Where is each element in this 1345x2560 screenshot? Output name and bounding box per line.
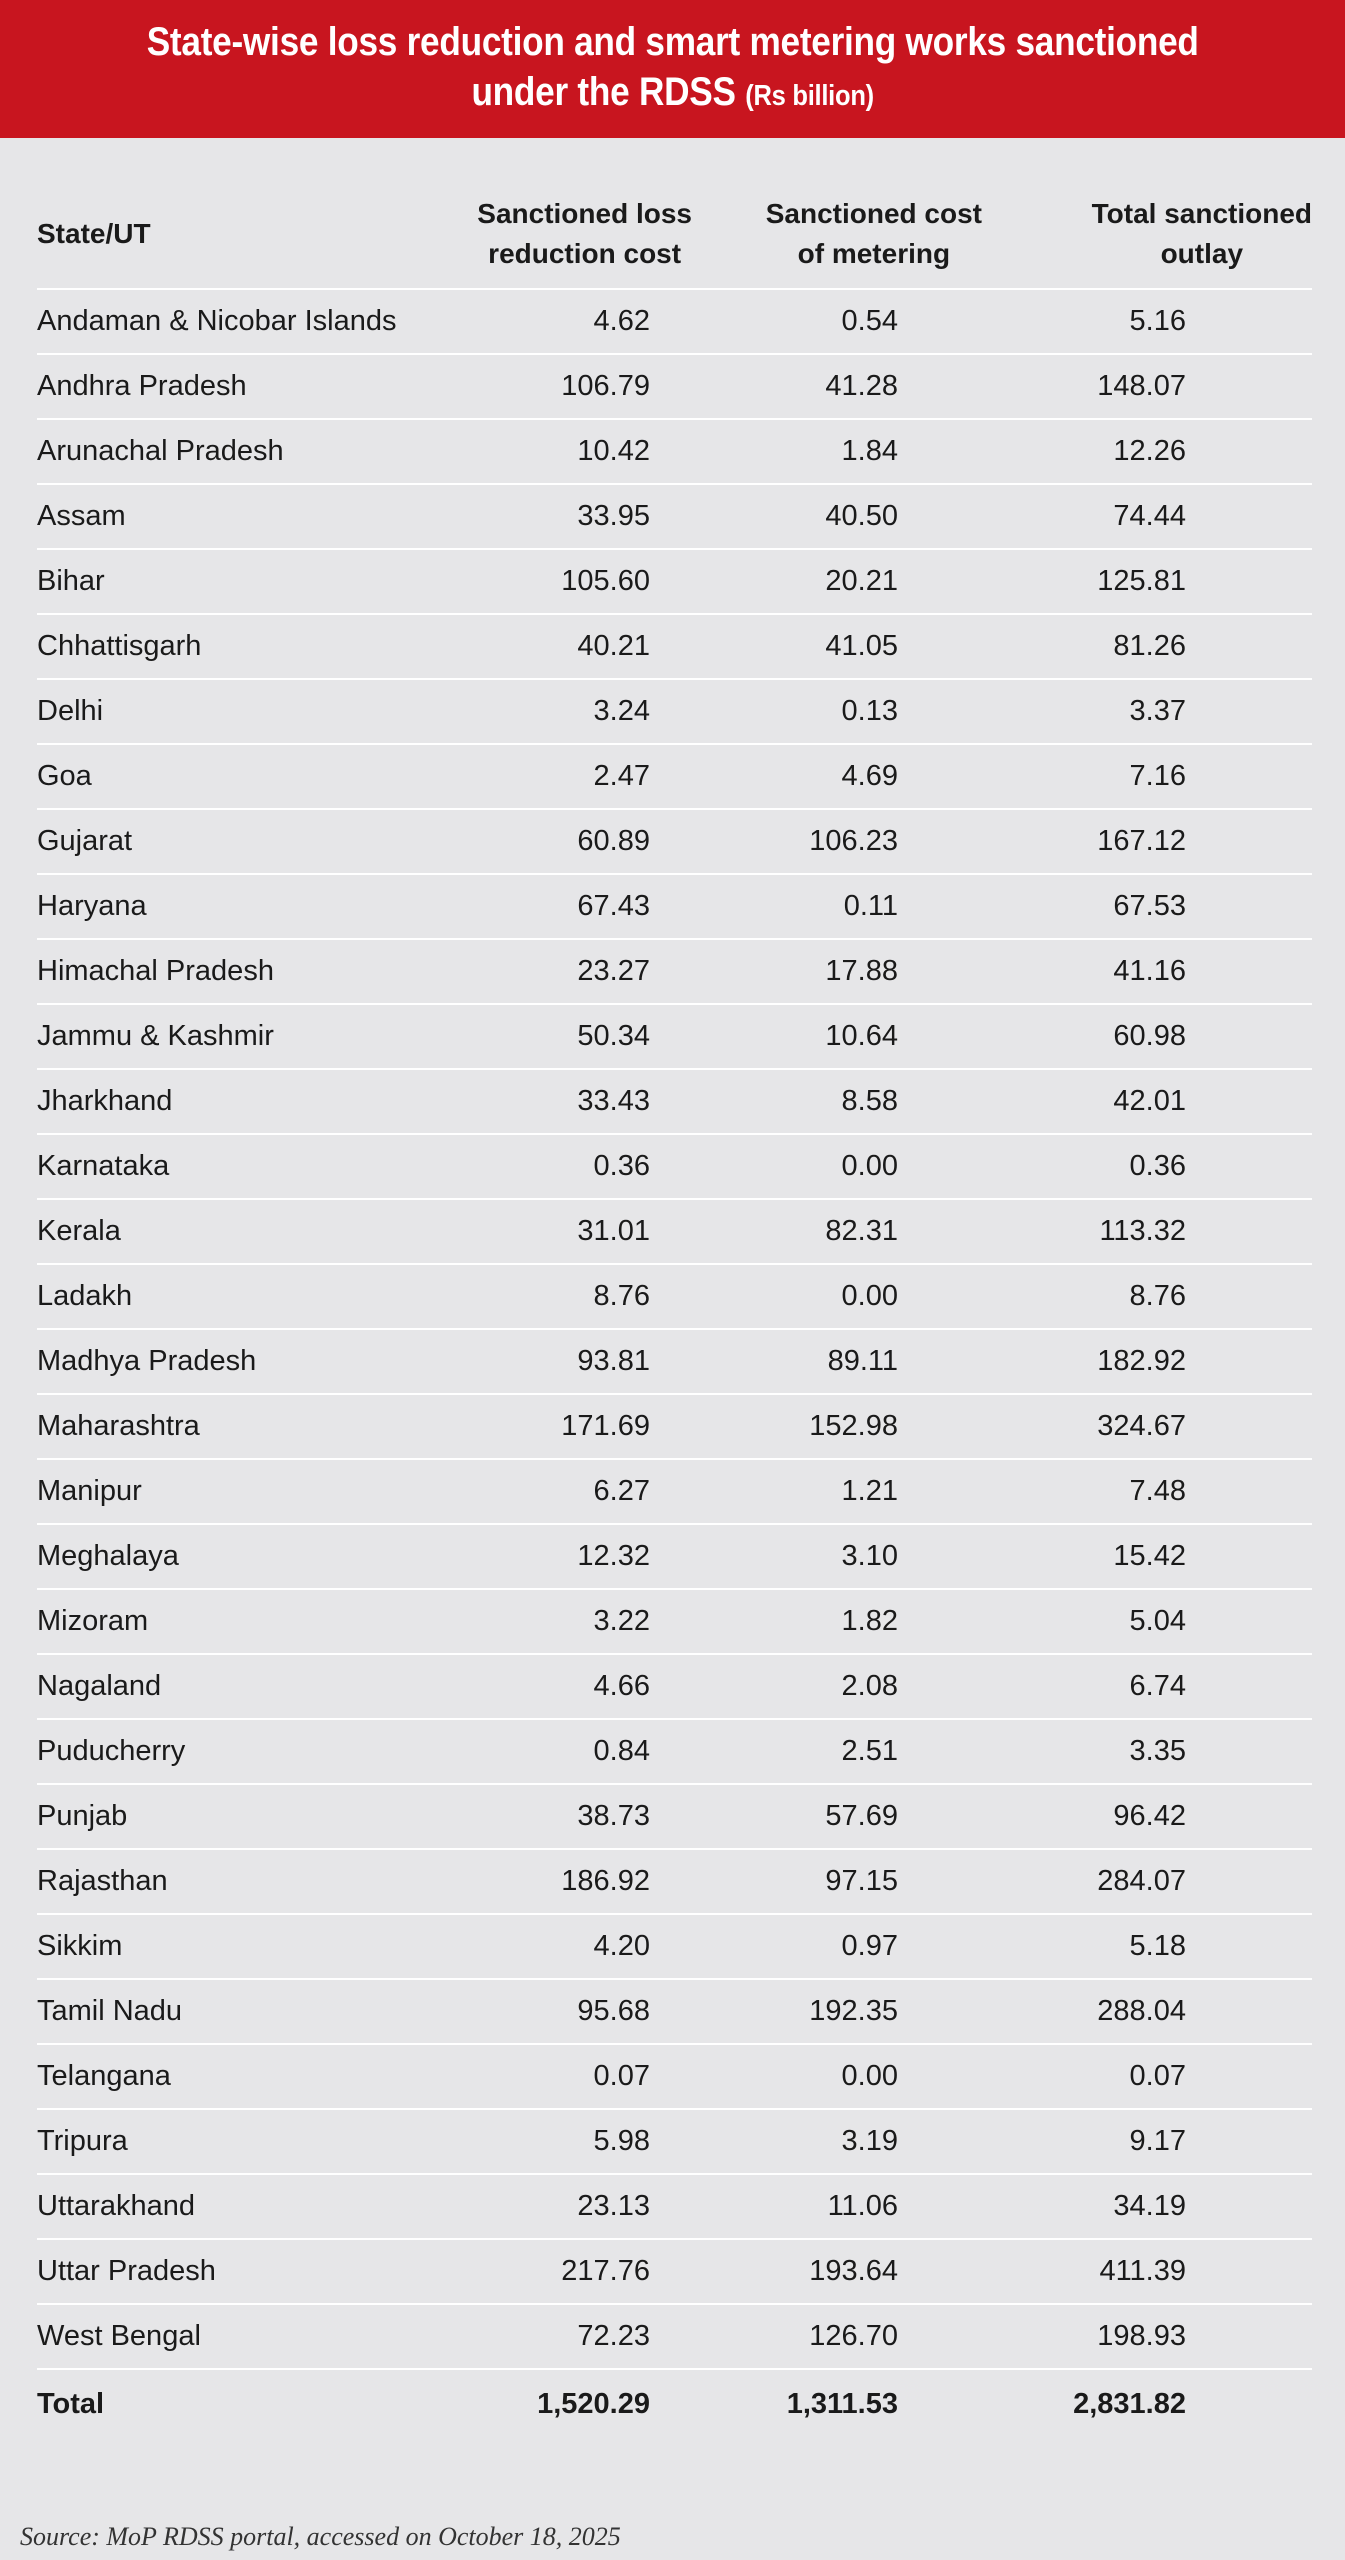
state-cell: Nagaland [37,1654,472,1719]
state-cell: Arunachal Pradesh [37,419,472,484]
metering-cost-cell: 2.08 [692,1654,982,1719]
state-cell: Bihar [37,549,472,614]
state-cell: Tripura [37,2109,472,2174]
column-header-total-line-2: outlay [1160,238,1244,269]
loss-reduction-cost-cell: 60.89 [472,809,692,874]
rdss-table [37,180,1312,2438]
table-row [37,809,1312,874]
table-row [37,1394,1312,1459]
loss-reduction-cost-cell: 4.66 [472,1654,692,1719]
table-row [37,484,1312,549]
total-outlay-cell: 284.07 [982,1849,1312,1914]
table-row [37,1199,1312,1264]
loss-reduction-cost-cell: 106.79 [472,354,692,419]
table-row [37,1069,1312,1134]
table-row [37,1459,1312,1524]
total-outlay-cell: 0.07 [982,2044,1312,2109]
loss-reduction-cost-cell: 95.68 [472,1979,692,2044]
state-cell: Jharkhand [37,1069,472,1134]
loss-reduction-cost-cell: 33.43 [472,1069,692,1134]
page-title-line-2 [471,67,873,121]
metering-cost-cell: 1.82 [692,1589,982,1654]
total-outlay-cell: 6.74 [982,1654,1312,1719]
table-row [37,1719,1312,1784]
metering-cost-cell: 1,311.53 [786,2387,898,2420]
state-cell: Assam [37,484,472,549]
loss-reduction-cost-cell: 72.23 [472,2304,692,2369]
table-row [37,289,1312,354]
metering-cost-cell: 126.70 [692,2304,982,2369]
column-header-meter [692,180,982,289]
loss-reduction-cost-cell: 105.60 [472,549,692,614]
column-header-loss-line-2: reduction cost [488,238,682,269]
loss-reduction-cost-cell: 217.76 [472,2239,692,2304]
metering-cost-cell: 17.88 [692,939,982,1004]
metering-cost-cell: 0.97 [692,1914,982,1979]
total-outlay-cell: 182.92 [982,1329,1312,1394]
total-outlay-cell: 167.12 [982,809,1312,874]
total-outlay-cell: 96.42 [982,1784,1312,1849]
total-outlay-cell: 148.07 [982,354,1312,419]
table-row [37,1914,1312,1979]
table-row [37,354,1312,419]
table-row [37,1979,1312,2044]
loss-reduction-cost-cell: 1,520.29 [537,2387,650,2420]
table-row [37,1004,1312,1069]
title-unit: (Rs billion) [745,80,874,112]
table-row [37,744,1312,809]
total-outlay-cell: 9.17 [982,2109,1312,2174]
state-cell: Rajasthan [37,1849,472,1914]
total-outlay-cell: 34.19 [982,2174,1312,2239]
column-header-meter-label [766,194,982,274]
total-outlay-cell: 74.44 [982,484,1312,549]
metering-cost-cell: 3.19 [692,2109,982,2174]
table-header-row [37,180,1312,289]
metering-cost-cell: 152.98 [692,1394,982,1459]
table-row [37,1524,1312,1589]
state-cell: Uttarakhand [37,2174,472,2239]
table-row [37,939,1312,1004]
total-outlay-cell: 5.04 [982,1589,1312,1654]
metering-cost-cell: 106.23 [692,809,982,874]
state-cell: Tamil Nadu [37,1979,472,2044]
loss-reduction-cost-cell: 2.47 [472,744,692,809]
metering-cost-cell: 3.10 [692,1524,982,1589]
metering-cost-cell: 0.54 [692,289,982,354]
loss-reduction-cost-cell: 6.27 [472,1459,692,1524]
total-outlay-cell: 67.53 [982,874,1312,939]
column-header-meter-line-2: of metering [797,238,951,269]
table-row [37,1134,1312,1199]
state-cell: Himachal Pradesh [37,939,472,1004]
state-cell: Jammu & Kashmir [37,1004,472,1069]
loss-reduction-cost-cell: 40.21 [472,614,692,679]
state-cell: Punjab [37,1784,472,1849]
total-outlay-cell: 7.16 [982,744,1312,809]
total-outlay-cell: 3.35 [982,1719,1312,1784]
loss-reduction-cost-cell: 23.27 [472,939,692,1004]
column-header-loss-line-1: Sanctioned loss [477,198,692,229]
page-title [147,17,1199,67]
metering-cost-cell: 0.00 [692,2044,982,2109]
state-cell: Total [37,2387,105,2420]
loss-reduction-cost-cell: 67.43 [472,874,692,939]
loss-reduction-cost-cell: 0.84 [472,1719,692,1784]
state-cell: Meghalaya [37,1524,472,1589]
metering-cost-cell: 4.69 [692,744,982,809]
total-outlay-cell: 60.98 [982,1004,1312,1069]
total-outlay-cell: 0.36 [982,1134,1312,1199]
source-note: Source: MoP RDSS portal, accessed on October 18, 2025 [20,2522,621,2551]
total-outlay-cell: 5.16 [982,289,1312,354]
state-cell: Uttar Pradesh [37,2239,472,2304]
state-cell: Manipur [37,1459,472,1524]
metering-cost-cell: 193.64 [692,2239,982,2304]
title-line-1: State-wise loss reduction and smart metering works sanctioned [146,20,1199,64]
loss-reduction-cost-cell: 23.13 [472,2174,692,2239]
loss-reduction-cost-cell: 31.01 [472,1199,692,1264]
metering-cost-cell: 192.35 [692,1979,982,2044]
total-outlay-cell: 2,831.82 [1073,2387,1186,2420]
state-cell: Andaman & Nicobar Islands [37,289,472,354]
column-header-total-label [1092,194,1312,274]
table-row [37,419,1312,484]
metering-cost-cell: 20.21 [692,549,982,614]
total-outlay-cell: 3.37 [982,679,1312,744]
loss-reduction-cost-cell: 50.34 [472,1004,692,1069]
state-cell: Sikkim [37,1914,472,1979]
total-outlay-cell: 81.26 [982,614,1312,679]
title-line-2: under the RDSS [471,70,736,114]
table-row [37,614,1312,679]
state-cell: Madhya Pradesh [37,1329,472,1394]
column-header-state [37,180,472,289]
table-row [37,549,1312,614]
state-cell: Delhi [37,679,472,744]
total-outlay-cell: 7.48 [982,1459,1312,1524]
total-outlay-cell: 15.42 [982,1524,1312,1589]
total-outlay-cell: 288.04 [982,1979,1312,2044]
total-outlay-cell: 113.32 [982,1199,1312,1264]
metering-cost-cell: 89.11 [692,1329,982,1394]
state-cell: West Bengal [37,2304,472,2369]
loss-reduction-cost-cell: 186.92 [472,1849,692,1914]
state-cell: Karnataka [37,1134,472,1199]
table-row [37,2304,1312,2369]
metering-cost-cell: 57.69 [692,1784,982,1849]
table-row [37,2239,1312,2304]
total-outlay-cell: 125.81 [982,549,1312,614]
metering-cost-cell: 41.28 [692,354,982,419]
total-outlay-cell: 41.16 [982,939,1312,1004]
state-cell: Mizoram [37,1589,472,1654]
loss-reduction-cost-cell: 3.24 [472,679,692,744]
state-cell: Ladakh [37,1264,472,1329]
loss-reduction-cost-cell: 0.36 [472,1134,692,1199]
loss-reduction-cost-cell: 4.62 [472,289,692,354]
total-outlay-cell: 198.93 [982,2304,1312,2369]
column-header-loss-label [477,194,692,274]
state-cell: Chhattisgarh [37,614,472,679]
metering-cost-cell: 1.84 [692,419,982,484]
table-row [37,1589,1312,1654]
metering-cost-cell: 10.64 [692,1004,982,1069]
loss-reduction-cost-cell: 0.07 [472,2044,692,2109]
state-cell: Kerala [37,1199,472,1264]
table-row [37,1654,1312,1719]
table-row [37,2044,1312,2109]
state-cell: Puducherry [37,1719,472,1784]
loss-reduction-cost-cell: 12.32 [472,1524,692,1589]
table-row [37,1784,1312,1849]
data-table-container [37,180,1312,2438]
metering-cost-cell: 2.51 [692,1719,982,1784]
loss-reduction-cost-cell: 5.98 [472,2109,692,2174]
header-banner [0,0,1345,138]
state-cell: Gujarat [37,809,472,874]
loss-reduction-cost-cell: 93.81 [472,1329,692,1394]
column-header-meter-line-1: Sanctioned cost [765,198,982,229]
loss-reduction-cost-cell: 8.76 [472,1264,692,1329]
state-cell: Maharashtra [37,1394,472,1459]
loss-reduction-cost-cell: 38.73 [472,1784,692,1849]
column-header-state-label: State/UT [37,218,151,249]
table-row [37,2109,1312,2174]
total-outlay-cell: 12.26 [982,419,1312,484]
state-cell: Telangana [37,2044,472,2109]
total-outlay-cell: 324.67 [982,1394,1312,1459]
total-outlay-cell: 411.39 [982,2239,1312,2304]
state-cell: Andhra Pradesh [37,354,472,419]
total-outlay-cell: 42.01 [982,1069,1312,1134]
loss-reduction-cost-cell: 3.22 [472,1589,692,1654]
table-row [37,1849,1312,1914]
loss-reduction-cost-cell: 33.95 [472,484,692,549]
metering-cost-cell: 40.50 [692,484,982,549]
table-row [37,2174,1312,2239]
table-row [37,874,1312,939]
state-cell: Haryana [37,874,472,939]
loss-reduction-cost-cell: 4.20 [472,1914,692,1979]
column-header-loss [472,180,692,289]
metering-cost-cell: 82.31 [692,1199,982,1264]
metering-cost-cell: 0.00 [692,1134,982,1199]
total-outlay-cell: 8.76 [982,1264,1312,1329]
state-cell: Goa [37,744,472,809]
metering-cost-cell: 41.05 [692,614,982,679]
metering-cost-cell: 11.06 [692,2174,982,2239]
table-row [37,1264,1312,1329]
column-header-total [982,180,1312,289]
loss-reduction-cost-cell: 171.69 [472,1394,692,1459]
column-header-total-line-1: Total sanctioned [1091,198,1312,229]
total-outlay-cell: 5.18 [982,1914,1312,1979]
metering-cost-cell: 0.11 [692,874,982,939]
table-body [37,289,1312,2438]
metering-cost-cell: 8.58 [692,1069,982,1134]
table-row [37,679,1312,744]
metering-cost-cell: 0.00 [692,1264,982,1329]
metering-cost-cell: 0.13 [692,679,982,744]
loss-reduction-cost-cell: 10.42 [472,419,692,484]
metering-cost-cell: 97.15 [692,1849,982,1914]
table-total-row [37,2369,1312,2438]
table-row [37,1329,1312,1394]
metering-cost-cell: 1.21 [692,1459,982,1524]
